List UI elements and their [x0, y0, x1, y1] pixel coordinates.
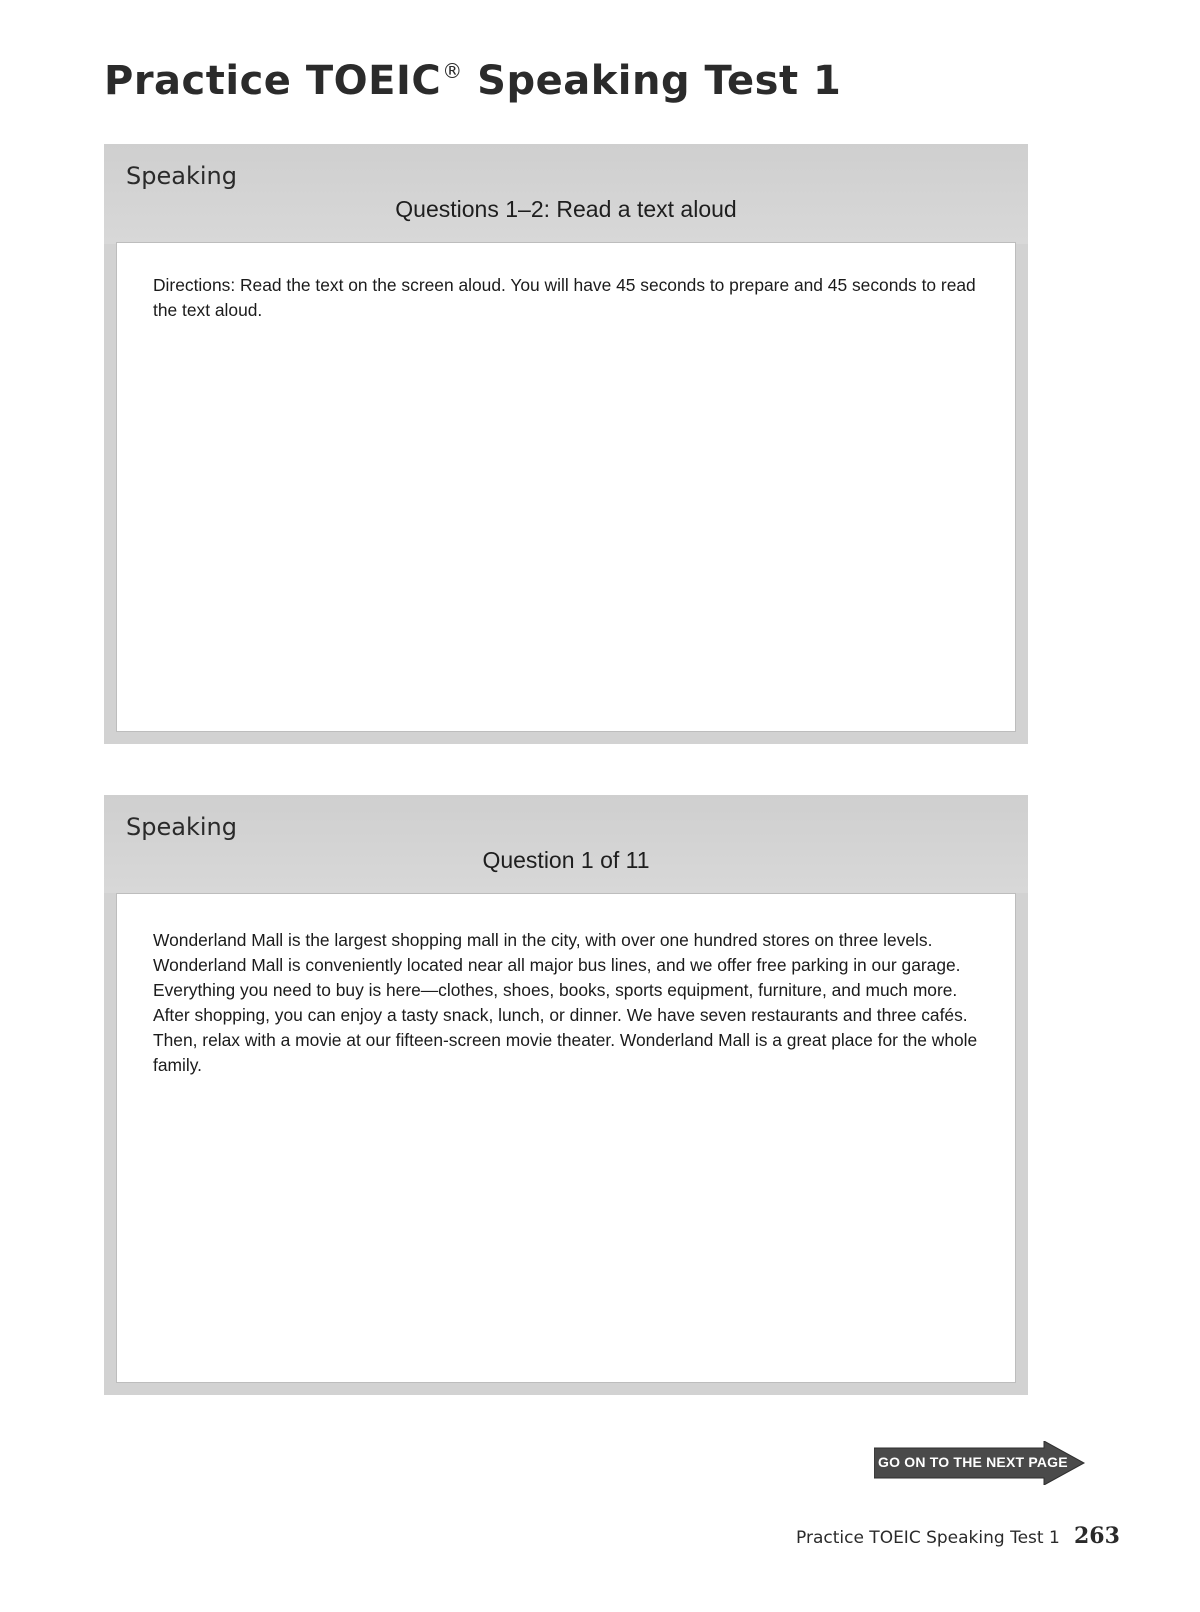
next-page-button[interactable]: [874, 1441, 1106, 1485]
screen-header: [104, 144, 1028, 244]
section-label: Speaking: [126, 813, 237, 841]
page-footer: [790, 1521, 1120, 1553]
directions-screen: [104, 144, 1028, 744]
question-screen: [104, 795, 1028, 1395]
question-title: Question 1 of 11: [482, 847, 650, 873]
read-aloud-text: Wonderland Mall is the largest shopping mall in the city, with over one hundred stores on three levels. Wonderland Mall is conveniently located near all major bus lines, and we offer free parking in our garage. Everything you need to buy is here—clothes, shoes, books, sports equipment, furniture, and much more. After shopping, you can enjoy a tasty snack, lunch, or dinner. We have seven restaurants and three cafés. Then, relax with a movie at our fifteen-screen movie theater. Wonderland Mall is a great place for the whole family.: [153, 930, 978, 1075]
page-title-rest: Speaking Test 1: [477, 58, 842, 104]
page-title-main: Practice TOEIC: [104, 58, 442, 104]
content-panel: [116, 893, 1016, 1383]
next-page-label: GO ON TO THE NEXT PAGE: [878, 1454, 1068, 1470]
page-number: 263: [1074, 1523, 1120, 1549]
question-title: Questions 1–2: Read a text aloud: [395, 196, 737, 222]
registered-mark: ®: [442, 59, 463, 83]
screen-header: [104, 795, 1028, 893]
content-panel: [116, 242, 1016, 732]
running-title: Practice TOEIC Speaking Test 1: [796, 1528, 1060, 1548]
page-title: [104, 58, 841, 104]
section-label: Speaking: [126, 162, 237, 190]
directions-text: Directions: Read the text on the screen aloud. You will have 45 seconds to prepare and 45 seconds to read the text aloud.: [153, 275, 976, 320]
